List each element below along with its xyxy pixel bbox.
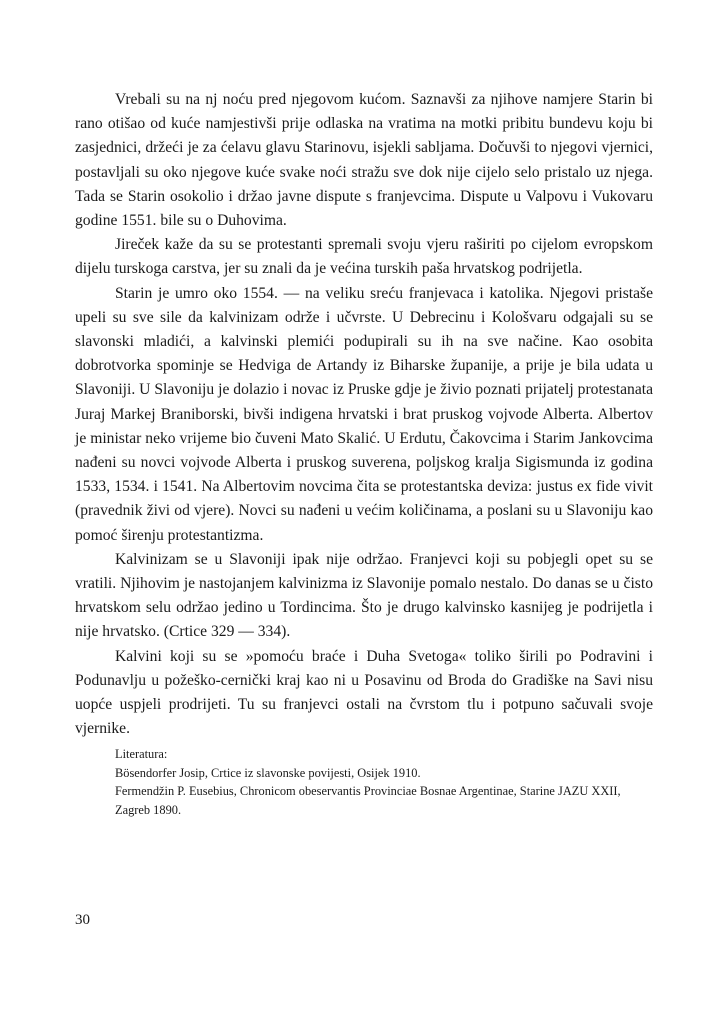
paragraph-3: Starin je umro oko 1554. — na veliku sreću franjevaca i katolika. Njegovi pristaše upeli su sve sile da kalvinizam održe i učvrste. U Debrecinu i Kološvaru odgajali su se slavonski mladići, a kalvinski plemići podupirali su ih na sve načine. Kao osobita dobrotvorka spominje se Hedviga de Artandy iz Biharske županije, a prije je bila udata u Slavoniji. U Slavoniju je dolazio i novac iz Pruske gdje je živio poznati prijatelj protestanata Juraj Markej Braniborski, bivši indigena hrvatski i brat pruskog vojvode Alberta. Albertov je ministar neko vrijeme bio čuveni Mato Skalić. U Erdutu, Čakovcima i Starim Jankovcima nađeni su novci vojvode Alberta i pruskog suverena, poljskog kralja Sigismunda iz godina 1533, 1534. i 1541. Na Albertovim novcima čita se protestantska deviza: justus ex fide vivit (pravednik živi od vjere). Novci su nađeni u većim količinama, a poslani su u Slavoniju kao pomoć širenju protestantizma. [75, 284, 653, 544]
paragraph-4: Kalvinizam se u Slavoniji ipak nije održao. Franjevci koji su pobjegli opet su se vratili. Njihovim je nastojanjem kalvinizma iz Slavonije pomalo nestalo. Do danas se u čisto hrvatskom selu održao jedino u Tordincima. Što je drugo kalvinsko kasnijeg je podrijetla i nije hrvatsko. (Crtice 329 — 334). [75, 550, 653, 641]
literature-heading: Literatura: [115, 747, 168, 762]
paragraph-5: Kalvini koji su se »pomoću braće i Duha Svetoga« toliko širili po Podravini i Podunavlju u požeško-cernički kraj kao ni u Posavinu od Broda do Gradiške na Savi nisu uopće uspjeli prodrijeti. Tu su franjevci ostali na čvrstom tlu i potpuno sačuvali svoje vjernike. [75, 647, 653, 738]
paragraph-1: Vrebali su na nj noću pred njegovom kućom. Saznavši za njihove namjere Starin bi rano otišao od kuće namjestivši prije odlaska na vratima na motki pribitu bundevu koju bi zasjednici, držeći je za ćelavu glavu Starinovu, isjekli sabljama. Dočuvši to njegovi vjernici, postavljali su oko njegove kuće svake noći stražu sve dok nije cijelo selo pristalo uz njega. Tada se Starin osokolio i držao javne dispute s franjevcima. Dispute u Valpovu i Vukovaru godine 1551. bile su o Duhovima. [75, 91, 653, 230]
paragraph-2: Jireček kaže da su se protestanti spremali svoju vjeru raširiti po cijelom evropskom dijelu turskoga carstva, jer su znali da je većina turskih paša hrvatskog podrijetla. [75, 236, 653, 278]
literature-section [115, 745, 653, 819]
page-number: 30 [75, 912, 90, 928]
literature-entry: Bösendorfer Josip, Crtice iz slavonske povijesti, Osijek 1910. [115, 765, 421, 780]
page-body [75, 88, 653, 819]
literature-entry: Fermendžin P. Eusebius, Chronicom obeservantis Provinciae Bosnae Argentinae, Starine JAZU XXII, Zagreb 1890. [115, 784, 621, 817]
